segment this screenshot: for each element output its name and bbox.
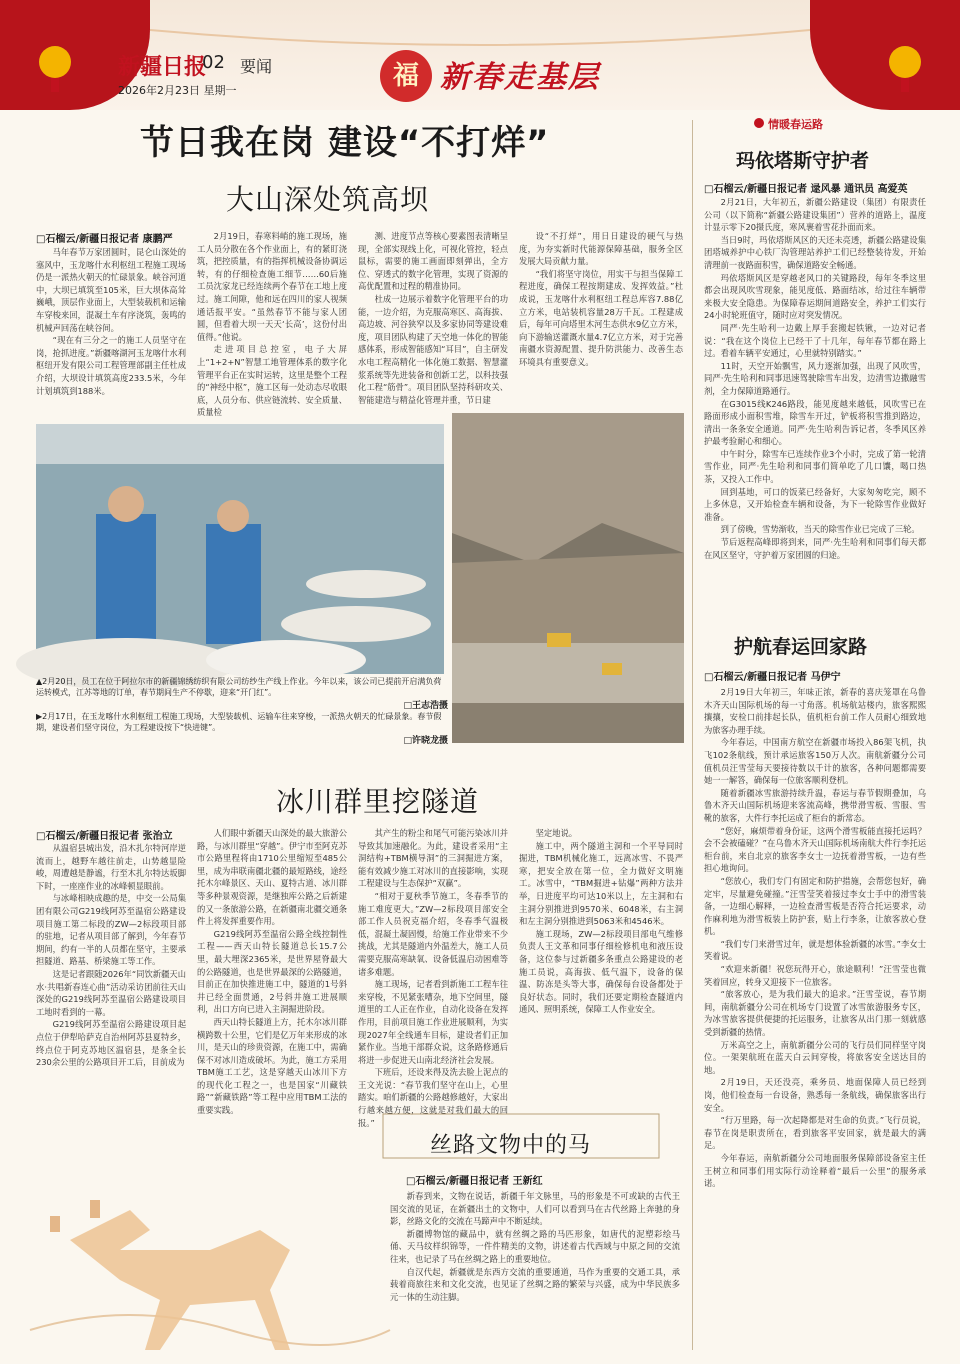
paragraph: 人们眼中新疆天山深处的最大旅游公路，与冰川群里“穿越”。伊宁市至阿克苏市公路里程将由1710公里缩短至485公里，成为串联南疆北疆的最短路线，途经托木尔峰景区、天山、夏特古道、冰川群等多种景观资源，是继独库公路之后新建的又一条旅游公路，在新疆南北疆交通条件上将发挥重要作用。 (197, 828, 347, 927)
story3-tag: 情暖春运路 (768, 118, 823, 131)
paragraph: 中午时分，除雪车已连续作业3个小时，完成了第一轮清雪作业，同严·先生哈利和同事们简单吃了几口馕，喝口热茶，又投入工作中。 (704, 448, 926, 485)
story1-byline: □石榴云/新疆日报记者 康鹏严 (36, 234, 173, 245)
paragraph: “您放心，我们专门有固定和防护措施，会帮您包好，确定牢，尽量避免碰撞。”汪雪莹笑着接过李女士手中的滑雪装备，一边细心解释，一边检查滑雪板是否符合托运要求，动作麻利地为滑雪板装上防护套，贴上行李条，让旅客放心登机。 (704, 875, 926, 937)
story1-col4 (519, 230, 683, 416)
story4-byline: □石榴云/新疆日报记者 马伊宁 (704, 672, 841, 683)
paragraph: 从温宿县城出发，沿木扎尔特河岸逆流而上，越野车越往前走，山势越显险峻，周遭越是静谧，行至木扎尔特达坂脚下时，一座座作业的冰峰顿显眼前。 (36, 843, 186, 891)
paragraph: 节后返程高峰即将到来，同严·先生哈利和同事们每天都在风区坚守，守护着万家团圆的归途。 (704, 537, 926, 560)
story1-col2 (197, 230, 347, 416)
story2-col1 (36, 842, 186, 1098)
story2-col3 (358, 827, 508, 1128)
paragraph: 当日9时，玛依塔斯风区的天还未亮透，新疆公路建设集团塔城养护中心铁厂沟管理站养护工们已经整装待发，开始清理前一夜路面积雪，确保道路安全畅通。 (704, 234, 926, 270)
paragraph: 西天山特长隧道上方，托木尔冰川群横跨数十公里，它们是亿万年来形成的冰川，是天山的珍贵资源，在施工中，需确保不对冰川造成破坏。为此，施工方采用TBM施工工艺，这是穿越天山冰川下方的现代化工程之一，也是国家“川藏铁路”“新藏铁路”等工程中应用TBM工法的重要实践。 (197, 1016, 347, 1116)
dam-construction-photo (452, 413, 684, 743)
story5-body (390, 1190, 680, 1355)
story1-col1 (36, 246, 186, 416)
paragraph: 施工现场，ZW—2标段项目部电气维修负责人王文革和同事仔细检修机电和液压设备，这位参与过新疆多条重点公路建设的老施工员说，高海拔、低气温下，设备的保温、防冻是头等大事，确保每台设备都处于良好状态。同时，我们还要定期检查隧道内通风、照明系统，保障工人作业安全。 (519, 928, 683, 1015)
story1-title: 大山深处筑高坝 (226, 183, 430, 216)
paragraph: 自汉代起，新疆就是东西方交流的重要通道，马作为重要的交通工具，承载着商旅往来和文化交流，也见证了丝绸之路的繁荣与兴盛，成为中华民族多元一体的生动注脚。 (390, 1266, 680, 1302)
paragraph: G219线阿苏至温宿公路全线控制性工程——西天山特长隧道总长15.7公里，最大埋深2365米，是世界屋脊最大的公路隧道，也是世界最深的公路隧道，目前正在加快推进施工中，隧道的1号斜井已经全面贯通，2号斜井施工进展顺利，出口方向已进入主洞掘进阶段。 (197, 928, 347, 1015)
story2-title: 冰川群里挖隧道 (276, 785, 480, 818)
tag-bullet-icon (754, 118, 764, 128)
right-photo-credit: □许晓龙摄 (403, 736, 448, 746)
story3-byline: □石榴云/新疆日报记者 逯风暴 通讯员 高爱英 (704, 184, 908, 195)
left-photo-credit: □王志浩摄 (403, 701, 448, 711)
fu-emblem: 福 (380, 50, 432, 102)
paragraph: “我们将坚守岗位，用实干与担当保障工程进度，确保工程按期建成、发挥效益。”杜成说，玉龙喀什水利枢纽工程总库容7.88亿立方米，电站装机容量28万千瓦。工程建成后，每年可向塔里木河生态供水9亿立方米，向下游输送灌溉水量4.7亿立方米，对于完善南疆水资源配置、提升防洪能力、改善生态环境具有重要意义。 (519, 268, 683, 367)
paragraph: 在G3015线K246路段，能见度越来越低，风吹雪已在路面形成小面积雪堆，除雪车开过，铲板将积雪推到路边，清出一条条安全通道。同严·先生哈利告诉记者，冬季风区养护最考验耐心和细心。 (704, 398, 926, 447)
story2-col2 (197, 827, 347, 1116)
story1-col3 (358, 230, 508, 416)
paragraph: 2月19日，天还没亮，乘务员、地面保障人员已经到岗，他们检查每一台设备，熟悉每一条航线，确保旅客出行安全。 (704, 1077, 926, 1113)
horse-papercut-illustration (10, 1180, 390, 1364)
paragraph: “欢迎来新疆！祝您玩得开心，旅途顺利！”汪雪莹也微笑着回应，转身又迎接下一位旅客。 (704, 964, 926, 987)
paragraph: 到了傍晚，雪势渐收，当天的除雪作业已完成了三轮。 (720, 524, 920, 535)
story4-body (704, 686, 926, 1342)
story2-byline: □石榴云/新疆日报记者 张治立 (36, 831, 173, 842)
paragraph: 2月19日大年初三，年味正浓，新春的喜庆笼罩在乌鲁木齐天山国际机场的每一寸角落。机场航站楼内，旅客熙熙攘攘，安检口前排起长队，值机柜台前工作人员耐心细致地为旅客办理手续。 (704, 687, 926, 735)
paragraph: “现在有三分之一的施工人员坚守在岗，抢抓进度。”新疆喀湖河玉龙喀什水利枢纽开发有限公司工程管理部副主任杜成介绍，大坝设计填筑高度233.5米，今年计划填筑到188米。 (36, 335, 186, 396)
paragraph: 与冰峰相映成趣的是，中交一公局集团有限公司G219线阿苏至温宿公路建设项目施工第二标段的ZW—2标段项目部的驻地，记者从项目部了解到，今年春节期间，约有一半的人员都在坚守，主要承担隧道、路基、桥梁施工等工作。 (36, 893, 186, 967)
paragraph: 施工中，两个隧道主洞和一个平导同时掘进，TBM机械化施工，远离冰雪、不畏严寒，把安全放在第一位，全力做好文明施工。冰雪中，“TBM掘进+钻爆”两种方法并举，日进度平均可达10米以上，左主洞和右主洞分别推进到9570米、6048米，右主洞和左主洞分别推进到5063米和4546米。 (519, 840, 683, 927)
paragraph: 今年春运，中国南方航空在新疆市场投入86架飞机，执飞102条航线，预计承运旅客150万人次。南航新疆分公司值机员汪雪莹每天要接待数以千计的旅客，各种问题都需要她一一解答，确保每一位旅客顺利登机。 (704, 737, 926, 786)
paragraph: 这是记者跟随2026年“同饮新疆天山水·共唱新春连心曲”活动采访团前往天山深处的G219线阿苏至温宿公路建设项目工地时看到的一幕。 (36, 968, 186, 1017)
story5-byline: □石榴云/新疆日报记者 王新红 (406, 1176, 543, 1187)
paragraph: G219线阿苏至温宿公路建设项目起点位于伊犁哈萨克自治州阿苏县夏特乡，终点位于阿克苏地区温宿县，是条全长230余公里的公路项目开工后，目前成为 (36, 1019, 186, 1068)
section-name: 要闻 (240, 57, 273, 76)
paragraph: “相对于夏秋季节施工，冬春季节的施工难度更大。”ZW—2标段项目部安全部工作人员祝克福介绍，冬春季气温极低，混凝土凝固慢，给施工作业带来不少挑战，尤其是隧道内外温差大，施工人员需要克服高寒缺氧、设备低温启动困难等诸多难题。 (358, 890, 508, 977)
story3-body (704, 196, 926, 616)
column-banner: 新春走基层 (440, 60, 600, 95)
story4-title: 护航春运回家路 (734, 636, 868, 658)
paragraph: 2月21日，大年初五，新疆公路建设（集团）有限责任公司（以下简称“新疆公路建设集团”）营养的道路上，温度计显示零下20摄氏度，寒风裹着雪花扑面而来。 (704, 197, 926, 233)
left-photo-caption: ▲2月20日，员工在位于阿拉尔市的新疆锦绣纺织有限公司纺纱生产线上作业。今年以来，该公司已提前开启满负荷运转模式，江苏等地的订单，春节期间生产不停歇，迎来“开门红”。 (36, 677, 442, 697)
textile-factory-photo (36, 424, 444, 674)
story5-title: 丝路文物中的马 (430, 1133, 592, 1158)
right-photo-caption: ▶2月17日，在玉龙喀什水利枢纽工程施工现场，大型装载机、运输车往来穿梭，一派热火朝天的忙碌景象。春节假期，建设者们坚守岗位，为工程建设按下“快进键”。 (36, 712, 442, 732)
paragraph: 随着新疆冰雪旅游持续升温，春运与春节假期叠加，乌鲁木齐天山国际机场迎来客流高峰，携带滑雪板、雪服、雪靴的旅客，大件行李托运成了柜台的新常态。 (704, 787, 926, 823)
paragraph: 新疆博物馆的藏品中，就有丝绸之路的马匹形象，如唐代的泥塑彩绘马俑、天马纹样织锦等，一件件精美的文物，讲述着古代西域与中原之间的交流往来，也记录了马在丝绸之路上的重要地位。 (390, 1228, 680, 1264)
paragraph: 同严·先生哈利一边戴上厚手套搬起铁锹，一边对记者说：“我在这个岗位上已经干了十几年，每年春节都在路上过。看着车辆平安通过，心里就特别踏实。” (704, 322, 926, 359)
paragraph: 杜成一边展示着数字化管理平台的功能，一边介绍，为克服高寒区、高海拔、高边坡、河谷狭窄以及多家协同等建设难度，项目团队构建了天空地一体化的智能感体系，形成智能感知“耳目”，自主研发水电工程高精化一体化施工数据、智慧灌浆系统等先进装备和创新工艺，以科技强化工程“筋骨”。项目团队坚持科研攻关、智能建造与精益化管理并重，节日建 (358, 293, 508, 405)
paragraph: 2月19日，春寒料峭的施工现场，施工人员分散在各个作业面上，有的紧盯浇筑，把控质量，有的指挥机械设备协调运转，有的仔细检查施工细节……60后施工员沈家龙已经连续两个春节在工地上度过。施工间隙，他和远在四川的家人视频通话报平安。“虽然春节不能与家人团圆，但看着大坝一天天‘长高’，这份付出值得。”他说。 (197, 231, 347, 342)
paragraph: 施工现场，记者看到新施工工程车往来穿梭，不见紧张嘈杂，地下空间里，隧道里的工人正在作业，自动化设备在发挥作用，目前项目施工作业进展顺利，为实现2027年全线通车目标，建设者们正加紧作业。当地干部群众说，这条路修通后将进一步促进天山南北经济社会发展。 (358, 979, 508, 1065)
photo-captions (36, 676, 448, 748)
page-headline: 节日我在岗 建设“不打烊” (140, 123, 550, 163)
paragraph: “旅客放心，是为我们最大的追求。”汪雪莹说，春节期间，南航新疆分公司在机场专门设置了冰雪旅游服务专区，为冰雪旅客提供便捷的托运服务，让旅客从出门那一刻就感受到新疆的热情。 (704, 989, 926, 1038)
column-divider (692, 120, 693, 1350)
paragraph: 设“不打烊”，用日日建设的硬气与热度，为夯实新时代能源保障基础，服务全区发展大局贡献力量。 (519, 231, 683, 267)
story2-col4 (519, 827, 683, 1099)
paragraph: 新春到来，文物在说话，新疆千年文脉里，马的形象是不可或缺的古代王国交流的见证，在新疆出土的文物中，人们可以看到马在古代丝路上奔驰的身影，丝路文化的交流在马蹄声中不断延续。 (390, 1191, 680, 1227)
paragraph: 下班后，还设来得及洗去脸上泥点的王文光说：“春节我们坚守在山上，心里踏实。咱们新疆的公路越修越好，大家出行越来越方便，这就是对我们最大的回报。” (358, 1067, 508, 1128)
issue-date: 2026年2月23日 星期一 (118, 84, 237, 97)
paragraph: 今年春运，南航新疆分公司地面服务保障部设备室主任王树立和同事们用实际行动诠释着“最后一公里”的服务承诺。 (704, 1152, 926, 1189)
paragraph: 11时，天空开始飘雪，风力逐渐加强，出现了风吹雪，同严·先生哈利和同事迅速驾驶除雪车出发，边清雪边撒融雪剂，全力保障道路通行。 (704, 360, 926, 396)
paragraph: 回到基地，可口的饭菜已经备好，大家匆匆吃完，顾不上多休息，又开始检查车辆和设备，为下一轮除雪作业做好准备。 (704, 486, 926, 522)
paragraph: 测、进度节点等核心要素图表清晰呈现，全部实现线上化，可视化管控，轻点鼠标，需要的施工画面即刻弹出，全方位、穿透式的数字化管理，实现了资源的高优配置和过程的精准协同。 (358, 231, 508, 292)
paragraph: 其产生的粉尘和尾气可能污染冰川并导致其加速融化。为此，建设者采用“主洞结构+TBM横导洞”的三洞掘进方案，能有效减少施工对冰川的直接影响，实现工程建设与生态保护“双赢”。 (358, 828, 508, 889)
paragraph: “行万里路，每一次起降都是对生命的负责。”飞行员说，春节在岗是职责所在，看到旅客平安回家，就是最大的满足。 (704, 1115, 926, 1151)
paragraph: 玛依塔斯风区是穿越老风口的关键路段，每年冬季这里都会出现风吹雪现象，能见度低、路面结冰，给过往车辆带来极大安全隐患。为保障春运期间道路安全，养护工们实行24小时轮班值守，随时应对突发情况。 (704, 272, 926, 321)
paragraph: “您好，麻烦带着身份证，这两个滑雪板能直接托运吗？会不会被磕碰？”在乌鲁木齐天山国际机场南航大件行李托运柜台前，来自北京的旅客李女士一边抚着滑雪板，一边有些担心地询问。 (704, 825, 926, 874)
paragraph: 马年春节万家团圆时，昆仑山深处的塞风中，玉龙喀什水利枢纽工程施工现场仍是一派热火朝天的忙碌景象。峡谷河道中，大坝已填筑至105米，巨大坝体高耸巍峨，顶层作业面上，大型装载机和运输车穿梭来回，混凝土车有序浇筑，轰鸣的机械声回荡在峡谷间。 (36, 247, 186, 333)
paragraph: 万米高空之上，南航新疆分公司的飞行员们同样坚守岗位。一架架航班在蓝天白云间穿梭，将旅客安全送达目的地。 (704, 1039, 926, 1075)
paragraph: “我们专门来滑雪过年，就是想体验新疆的冰雪。”李女士笑着说。 (704, 938, 926, 962)
paper-logo: 新疆日报 (118, 54, 207, 80)
paragraph: 走进项目总控室，电子大屏上“1+2+N”智慧工地管理体系的数字化管理平台正在实时运转，这里是整个工程的“神经中枢”，施工区每一处动态尽收眼底，人员分布、供应链流转、安全质量、质量检 (197, 344, 347, 418)
page-number: 02 (202, 52, 225, 73)
story3-title: 玛依塔斯守护者 (736, 150, 870, 172)
paragraph: 坚定地说。 (535, 828, 578, 838)
